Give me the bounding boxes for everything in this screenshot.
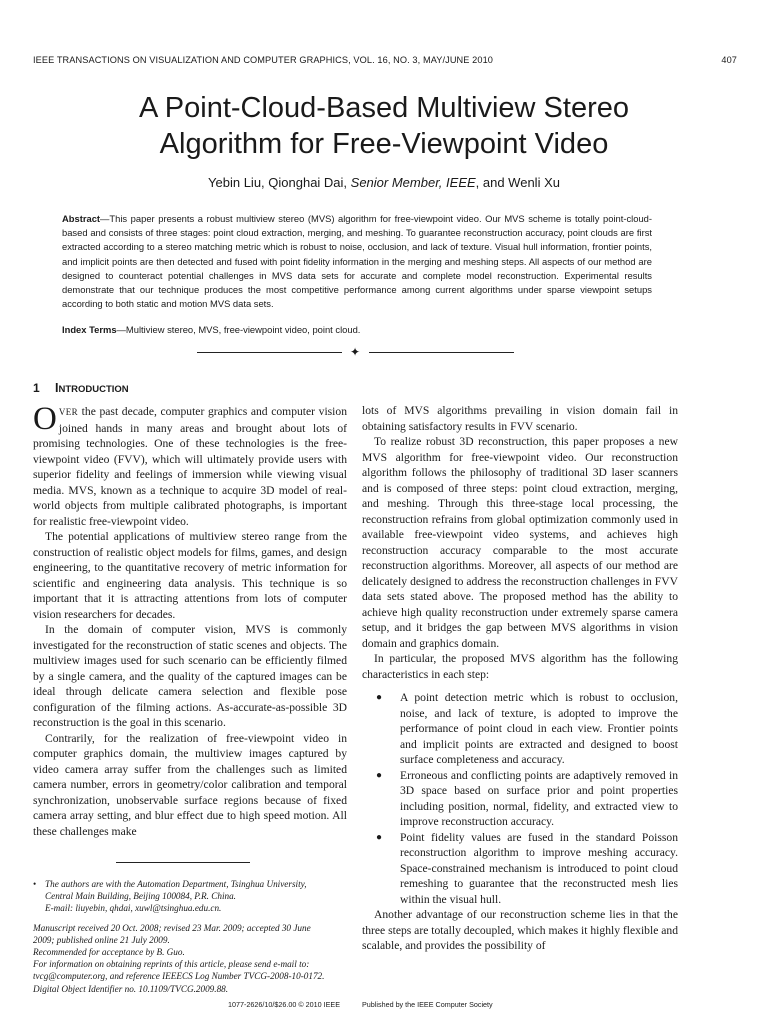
section-title-rest: NTRODUCTION	[58, 384, 129, 395]
paper-title	[0, 90, 768, 162]
list-item-text: A point detection metric which is robust to occlusion, noise, and lack of texture, is adopted to improve the performance of point cloud in each view. Frontier points and implicit points are extracted and designed to boost surface completeness and accuracy.	[400, 691, 678, 766]
author-affiliation-note	[33, 878, 351, 915]
separator-rule-right	[369, 352, 514, 353]
title-line-2: Algorithm for Free-Viewpoint Video	[159, 128, 609, 160]
paragraph: Another advantage of our reconstruction scheme lies in that the three steps are totally decoupled, which makes it highly flexible and scalable, and provides the possibility of	[362, 908, 678, 952]
publisher-footer: Published by the IEEE Computer Society	[362, 1000, 493, 1009]
abstract	[62, 212, 652, 311]
index-terms-text: —Multiview stereo, MVS, free-viewpoint video, point cloud.	[116, 324, 361, 335]
bullet-icon: ●	[376, 769, 383, 781]
paragraph	[33, 401, 347, 529]
paragraph: In particular, the proposed MVS algorithm has the following characteristics in each step:	[362, 652, 678, 681]
paragraph-text: the past decade, computer graphics and computer vision joined hands in many areas and brought about lots of promising technologies. One of these technologies is the free-viewpoint video (FVV), which will ultimately provide users with superior fidelity and feelings of immersion while viewing visual media. MVS, known as a technique to acquire 3D model of real-world objects from multiple calibrated photographs, is important for realistic free-viewpoint video.	[33, 405, 347, 528]
index-terms	[62, 323, 652, 337]
footnote-line: Digital Object Identifier no. 10.1109/TVCG.2009.88.	[33, 983, 229, 994]
bullet-icon: ●	[376, 831, 383, 843]
footnote-line: 2009; published online 21 July 2009.	[33, 934, 170, 945]
paragraph: Contrarily, for the realization of free-viewpoint video in computer graphics domain, the multiview images captured by video camera array suffer from the challenges such as limited camera number, errors in geometry/color calibration and temporal synchronization, unobservable surface regions because of fixed camera array setting, and blur effect due to high speed motion. All these challenges make	[33, 731, 347, 838]
footnotes	[33, 878, 351, 995]
characteristics-list	[362, 690, 678, 907]
lead-small-caps: VER	[58, 407, 79, 417]
author-names: Yebin Liu, Qionghai Dai,	[208, 175, 351, 190]
section-title-initial: I	[55, 381, 59, 395]
footnote-line: Manuscript received 20 Oct. 2008; revised 23 Mar. 2009; accepted 30 June	[33, 922, 311, 933]
list-item-text: Point fidelity values are fused in the standard Poisson reconstruction algorithm to improve meshing accuracy. Space-constrained mechanism is introduced to point cloud remeshing to guarantee that the reconstructed mesh lies within the visual hull.	[400, 830, 678, 906]
section-heading	[33, 381, 363, 395]
author-role: Senior Member, IEEE	[350, 175, 476, 190]
footnote-line: Recommended for acceptance by B. Guo.	[33, 947, 185, 958]
footnote-line: tvcg@computer.org, and reference IEEECS Log Number TVCG-2008-10-0172.	[33, 971, 325, 982]
paragraph: To realize robust 3D reconstruction, this paper proposes a new MVS algorithm for free-viewpoint video. Our reconstruction algorithm follows the philosophy of traditional 3D laser scanners and is composed of three steps: point cloud extraction, merging, and meshing. Through this three-stage local processing, the reconstruction refrains from global optimization commonly used in available free-viewpoint video systems, and achieves high reconstruction accuracy comparable to the most accurate reconstruction algorithms. Moreover, all aspects of our method are delicately designed to address the reconstruction challenges in FVV data sets stated above. The proposed method has the ability to achieve high quality reconstruction under extremely sparse camera setup, and it bridges the gap between MVS algorithms in vision domain and graphics domain.	[362, 435, 678, 650]
footnote-line: Central Main Building, Beijing 100084, P.R. China.	[45, 891, 236, 902]
page-number: 407	[721, 55, 737, 65]
authors	[0, 175, 768, 190]
separator-rule-left	[197, 352, 342, 353]
separator-star-icon: ✦	[349, 345, 361, 359]
list-item	[362, 768, 678, 830]
abstract-text: —This paper presents a robust multiview stereo (MVS) algorithm for free-viewpoint video. Our MVS scheme is totally point-cloud-based and consists of three stages: point cloud extraction, merging, and meshing. To guarantee reconstruction accuracy, point clouds are first extracted according to a stereo matching metric which is robust to noise, occlusion, and lack of texture. Visual hull information, frontier points, and implicit points are then detected and fused with point fidelity information in the merging and meshing steps. All aspects of our method are designed to counteract potential challenges in MVS data sets for accurate and complete model reconstruction. Experimental results demonstrate that our technique produces the most competitive performance among current algorithms under sparse viewpoint setups according to both static and motion MVS data sets.	[62, 213, 652, 310]
section-number: 1	[33, 381, 40, 395]
title-line-1: A Point-Cloud-Based Multiview Stereo	[138, 92, 629, 124]
bullet-icon: ●	[376, 692, 383, 703]
drop-cap: O	[33, 401, 57, 437]
paragraph: lots of MVS algorithms prevailing in vision domain fail in obtaining satisfactory results in FVV scenario.	[362, 404, 678, 433]
bullet-icon: •	[33, 879, 37, 889]
list-item	[362, 830, 678, 908]
copyright-footer: 1077-2626/10/$26.00 © 2010 IEEE	[228, 1000, 340, 1009]
running-header	[33, 55, 737, 69]
footnote-line: The authors are with the Automation Department, Tsinghua University,	[45, 879, 307, 889]
footnote-rule	[116, 862, 250, 863]
journal-name: IEEE TRANSACTIONS ON VISUALIZATION AND COMPUTER GRAPHICS, VOL. 16, NO. 3, MAY/JUNE 2010	[33, 55, 494, 65]
right-column	[362, 403, 678, 954]
author-names-tail: , and Wenli Xu	[475, 175, 560, 190]
list-item-text: Erroneous and conflicting points are adaptively removed in 3D space based on surface prior and point properties including position, normal, fidelity, and extracted view to improve reconstruction accuracy.	[400, 768, 678, 828]
abstract-label: Abstract	[62, 213, 101, 224]
left-column	[33, 401, 347, 839]
footnote-line: For information on obtaining reprints of this article, please send e-mail to:	[33, 959, 310, 970]
paragraph: In the domain of computer vision, MVS is commonly investigated for the reconstruction of static scenes and objects. The multiview images used for such scenario can be efficiently filmed by a single camera, and the quality of the captured images can be ideal through delicate camera selection and flexible pose configuration of the filming actions. As-accurate-as-possible 3D reconstruction is the goal in this scenario.	[33, 623, 347, 729]
list-item	[362, 690, 678, 768]
paragraph: The potential applications of multiview stereo range from the construction of realistic object models for films, games, and design engineering, to the quantitative recovery of metric information for scientific and engineering data analysis. This technique is so important that it is attracting attentions from lots of computer vision researchers for decades.	[33, 530, 347, 621]
footnote-line: E-mail: liuyebin, qhdai, xuwl@tsinghua.edu.cn.	[45, 903, 222, 914]
index-terms-label: Index Terms	[62, 324, 117, 335]
